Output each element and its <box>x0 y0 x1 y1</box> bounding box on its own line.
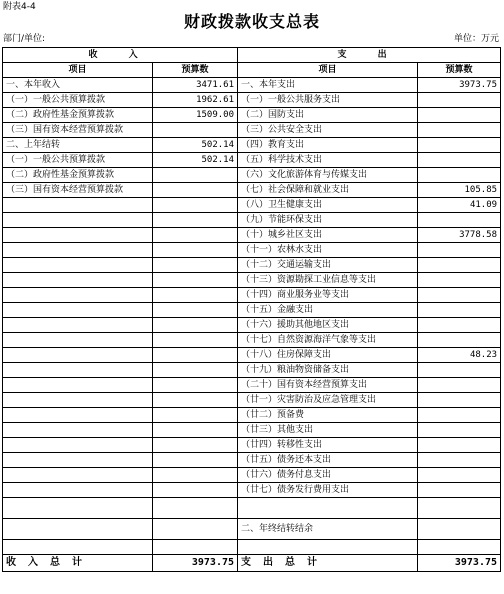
table-row <box>3 363 501 378</box>
income-amount <box>153 243 238 258</box>
income-amount <box>153 273 238 288</box>
income-amount <box>153 318 238 333</box>
table-row <box>3 153 501 168</box>
table-row <box>3 453 501 468</box>
expense-amount <box>418 93 501 108</box>
table-row <box>3 198 501 213</box>
income-amount <box>153 183 238 198</box>
empty-cell <box>418 498 501 519</box>
expense-amount <box>418 243 501 258</box>
table-row <box>3 138 501 153</box>
table-row <box>3 483 501 498</box>
income-item: （二）政府性基金预算拨款 <box>3 108 153 123</box>
expense-amount-header: 预算数 <box>418 63 501 78</box>
empty-cell <box>153 519 238 540</box>
expense-amount <box>418 273 501 288</box>
income-amount <box>153 288 238 303</box>
income-item: 一、本年收入 <box>3 78 153 93</box>
expense-amount <box>418 408 501 423</box>
expense-amount <box>418 303 501 318</box>
expense-item: （廿五）债务还本支出 <box>238 453 418 468</box>
expense-item: （十四）商业服务业等支出 <box>238 288 418 303</box>
carryover-label: 二、年终结转结余 <box>238 519 418 540</box>
table-row <box>3 378 501 393</box>
income-amount <box>153 483 238 498</box>
section-header-row <box>3 48 501 63</box>
table-row <box>3 108 501 123</box>
expense-item: （十一）农林水支出 <box>238 243 418 258</box>
total-expense-label: 支出总计 <box>238 555 418 572</box>
empty-cell <box>3 540 153 555</box>
income-section-header: 收 入 <box>3 48 238 63</box>
column-header-row <box>3 63 501 78</box>
table-row <box>3 258 501 273</box>
expense-item: （三）公共安全支出 <box>238 123 418 138</box>
expense-item: 一、本年支出 <box>238 78 418 93</box>
expense-item: （八）卫生健康支出 <box>238 198 418 213</box>
income-amount <box>153 228 238 243</box>
expense-item: （十）城乡社区支出 <box>238 228 418 243</box>
expense-item: （十三）资源勘探工业信息等支出 <box>238 273 418 288</box>
income-amount <box>153 348 238 363</box>
income-item-header: 项目 <box>3 63 153 78</box>
expense-item: （十九）粮油物资储备支出 <box>238 363 418 378</box>
expense-item: （十六）援助其他地区支出 <box>238 318 418 333</box>
income-amount <box>153 453 238 468</box>
expense-amount <box>418 123 501 138</box>
table-row <box>3 348 501 363</box>
income-item <box>3 243 153 258</box>
income-item <box>3 318 153 333</box>
expense-amount <box>418 333 501 348</box>
empty-cell <box>238 498 418 519</box>
income-item <box>3 228 153 243</box>
empty-cell <box>153 540 238 555</box>
unit-label: 单位：万元 <box>453 34 499 44</box>
table-row <box>3 408 501 423</box>
table-row <box>3 123 501 138</box>
expense-amount <box>418 108 501 123</box>
page-title: 财政拨款收支总表 <box>183 12 320 31</box>
expense-amount: 3778.58 <box>418 228 501 243</box>
expense-item: （十八）住房保障支出 <box>238 348 418 363</box>
expense-amount: 41.09 <box>418 198 501 213</box>
expense-item: （十七）自然资源海洋气象等支出 <box>238 333 418 348</box>
expense-amount <box>418 138 501 153</box>
expense-amount: 48.23 <box>418 348 501 363</box>
expense-item: （六）文化旅游体育与传媒支出 <box>238 168 418 183</box>
income-item: （一）一般公共预算拨款 <box>3 93 153 108</box>
expense-item: （二）国防支出 <box>238 108 418 123</box>
expense-section-header: 支 出 <box>238 48 501 63</box>
income-item <box>3 288 153 303</box>
income-amount-header: 预算数 <box>153 63 238 78</box>
income-item: 二、上年结转 <box>3 138 153 153</box>
expense-amount <box>418 453 501 468</box>
income-item <box>3 303 153 318</box>
table-row <box>3 273 501 288</box>
expense-amount: 105.85 <box>418 183 501 198</box>
income-amount: 1962.61 <box>153 93 238 108</box>
total-income-label: 收入总计 <box>3 555 153 572</box>
income-item <box>3 213 153 228</box>
empty-cell <box>238 540 418 555</box>
empty-cell <box>3 519 153 540</box>
expense-amount <box>418 318 501 333</box>
expense-amount <box>418 483 501 498</box>
table-row <box>3 213 501 228</box>
income-item <box>3 258 153 273</box>
income-item <box>3 273 153 288</box>
expense-item: （一）一般公共服务支出 <box>238 93 418 108</box>
income-amount <box>153 468 238 483</box>
income-item <box>3 423 153 438</box>
expense-amount <box>418 468 501 483</box>
table-row <box>3 93 501 108</box>
income-amount: 502.14 <box>153 153 238 168</box>
income-amount <box>153 198 238 213</box>
table-row <box>3 288 501 303</box>
total-income-amount: 3973.75 <box>153 555 238 572</box>
empty-cell <box>418 540 501 555</box>
expense-item: （十二）交通运输支出 <box>238 258 418 273</box>
expense-item: （廿六）债务付息支出 <box>238 468 418 483</box>
income-amount <box>153 408 238 423</box>
expense-amount <box>418 378 501 393</box>
empty-cell <box>153 498 238 519</box>
department-label: 部门/单位: <box>3 34 46 44</box>
expense-amount <box>418 393 501 408</box>
carryover-amount <box>418 519 501 540</box>
attachment-label: 附表4-4 <box>3 2 36 12</box>
expense-amount <box>418 288 501 303</box>
expense-item-header: 项目 <box>238 63 418 78</box>
income-item <box>3 393 153 408</box>
table-row <box>3 303 501 318</box>
expense-item: （十五）金融支出 <box>238 303 418 318</box>
income-item <box>3 438 153 453</box>
table-row <box>3 438 501 453</box>
income-amount: 502.14 <box>153 138 238 153</box>
totals-row <box>3 555 501 572</box>
income-item <box>3 453 153 468</box>
income-item <box>3 363 153 378</box>
expense-item: （四）教育支出 <box>238 138 418 153</box>
table-row <box>3 540 501 555</box>
expense-item: （廿三）其他支出 <box>238 423 418 438</box>
income-amount: 3471.61 <box>153 78 238 93</box>
income-amount <box>153 393 238 408</box>
income-amount <box>153 423 238 438</box>
income-amount <box>153 438 238 453</box>
income-amount <box>153 258 238 273</box>
income-item: （二）政府性基金预算拨款 <box>3 168 153 183</box>
income-item <box>3 483 153 498</box>
table-row <box>3 318 501 333</box>
income-amount <box>153 378 238 393</box>
table-row <box>3 168 501 183</box>
expense-amount <box>418 168 501 183</box>
table-row <box>3 393 501 408</box>
income-item: （三）国有资本经营预算拨款 <box>3 183 153 198</box>
table-row <box>3 498 501 519</box>
expense-item: （廿二）预备费 <box>238 408 418 423</box>
income-amount: 1509.00 <box>153 108 238 123</box>
expense-amount <box>418 213 501 228</box>
expense-item: （廿一）灾害防治及应急管理支出 <box>238 393 418 408</box>
expense-item: （五）科学技术支出 <box>238 153 418 168</box>
expense-item: （九）节能环保支出 <box>238 213 418 228</box>
expense-amount <box>418 423 501 438</box>
income-amount <box>153 363 238 378</box>
table-body <box>3 48 501 572</box>
table-row <box>3 78 501 93</box>
income-amount <box>153 213 238 228</box>
table-row <box>3 333 501 348</box>
income-item: （三）国有资本经营预算拨款 <box>3 123 153 138</box>
expense-item: （七）社会保障和就业支出 <box>238 183 418 198</box>
table-row <box>3 243 501 258</box>
income-amount <box>153 123 238 138</box>
table-row <box>3 468 501 483</box>
total-expense-amount: 3973.75 <box>418 555 501 572</box>
expense-amount <box>418 363 501 378</box>
income-amount <box>153 333 238 348</box>
expense-item: （廿七）债务发行费用支出 <box>238 483 418 498</box>
income-item <box>3 198 153 213</box>
income-item <box>3 408 153 423</box>
table-row <box>3 183 501 198</box>
income-amount <box>153 303 238 318</box>
table-row <box>3 423 501 438</box>
table-row <box>3 228 501 243</box>
income-item <box>3 468 153 483</box>
income-item <box>3 333 153 348</box>
expense-item: （二十）国有资本经营预算支出 <box>238 378 418 393</box>
income-item <box>3 348 153 363</box>
income-item <box>3 378 153 393</box>
income-item: （一）一般公共预算拨款 <box>3 153 153 168</box>
income-amount <box>153 168 238 183</box>
empty-cell <box>3 498 153 519</box>
fiscal-summary-table <box>2 47 501 572</box>
expense-amount <box>418 438 501 453</box>
expense-amount: 3973.75 <box>418 78 501 93</box>
carryover-row <box>3 519 501 540</box>
expense-amount <box>418 258 501 273</box>
expense-amount <box>418 153 501 168</box>
expense-item: （廿四）转移性支出 <box>238 438 418 453</box>
